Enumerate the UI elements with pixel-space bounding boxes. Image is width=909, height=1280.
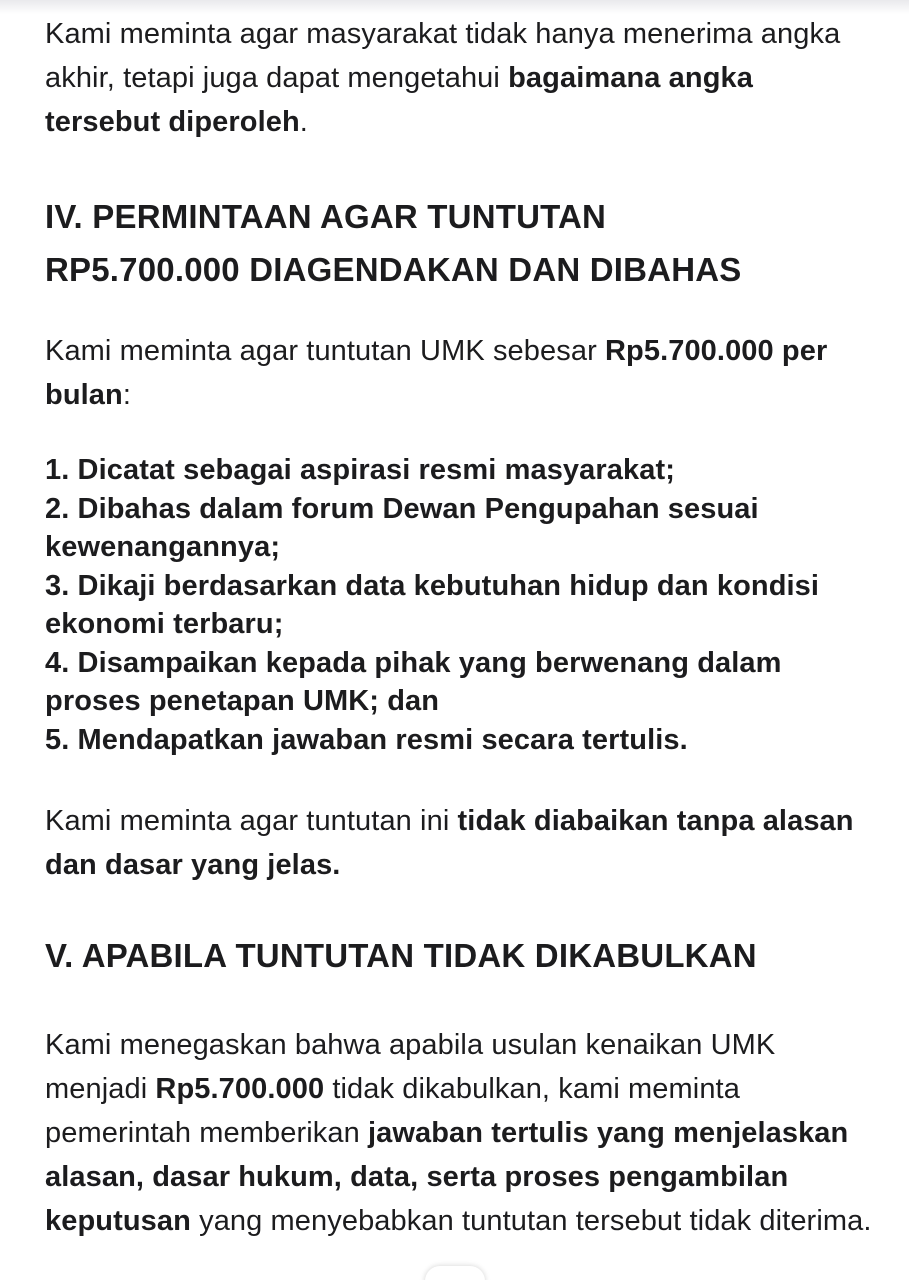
section-v-bold-1: Rp5.700.000 <box>155 1073 325 1105</box>
section-v-paragraph <box>45 1023 875 1243</box>
section-v-heading: V. APABILA TUNTUTAN TIDAK DIKABULKAN <box>45 937 757 974</box>
section-iv-closing-paragraph <box>45 799 875 887</box>
list-item: 5. Mendapatkan jawaban resmi secara tertulis. <box>45 723 688 756</box>
list-item: 4. Disampaikan kepada pihak yang berwenang dalam proses penetapan UMK; dan <box>45 646 782 717</box>
scroll-to-top-handle[interactable] <box>425 1266 485 1280</box>
article-body <box>45 12 875 1243</box>
section-iv-text: Kami meminta agar tuntutan UMK sebesar <box>45 335 605 367</box>
closing-bold-text: tidak diabaikan tanpa alasan dan dasar yang jelas. <box>45 805 854 881</box>
list-item: 2. Dibahas dalam forum Dewan Pengupahan sesuai kewenangannya; <box>45 492 759 563</box>
section-v-text-2: tidak dikabulkan, kami meminta pemerintah memberikan <box>45 1073 740 1149</box>
section-iv-heading <box>45 190 875 296</box>
list-item: 3. Dikaji berdasarkan data kebutuhan hidup dan kondisi ekonomi terbaru; <box>45 569 820 640</box>
section-iv-bold-text: Rp5.700.000 per bulan <box>45 335 828 411</box>
intro-paragraph <box>45 12 875 144</box>
intro-text: Kami meminta agar masyarakat tidak hanya menerima angka akhir, tetapi juga dapat mengetahui <box>45 18 841 94</box>
section-iv-paragraph <box>45 329 875 417</box>
demand-list <box>45 451 875 759</box>
section-v-bold-2: jawaban tertulis yang menjelaskan alasan, dasar hukum, data, serta proses pengambilan keputusan <box>45 1117 849 1237</box>
section-v-text-3: yang menyebabkan tuntutan tersebut tidak diterima. <box>190 1205 872 1237</box>
section-iv-text-end: : <box>122 379 132 411</box>
section-v-text-1: Kami menegaskan bahwa apabila usulan kenaikan UMK menjadi <box>45 1029 776 1105</box>
section-iv-heading-line2: RP5.700.000 DIAGENDAKAN DAN DIBAHAS <box>45 251 742 288</box>
closing-text: Kami meminta agar tuntutan ini <box>45 805 458 837</box>
list-item: 1. Dicatat sebagai aspirasi resmi masyarakat; <box>45 454 675 486</box>
intro-bold-text: bagaimana angka tersebut diperoleh <box>45 62 753 138</box>
intro-text-end: . <box>299 106 308 138</box>
section-iv-heading-line1: IV. PERMINTAAN AGAR TUNTUTAN <box>45 198 607 235</box>
